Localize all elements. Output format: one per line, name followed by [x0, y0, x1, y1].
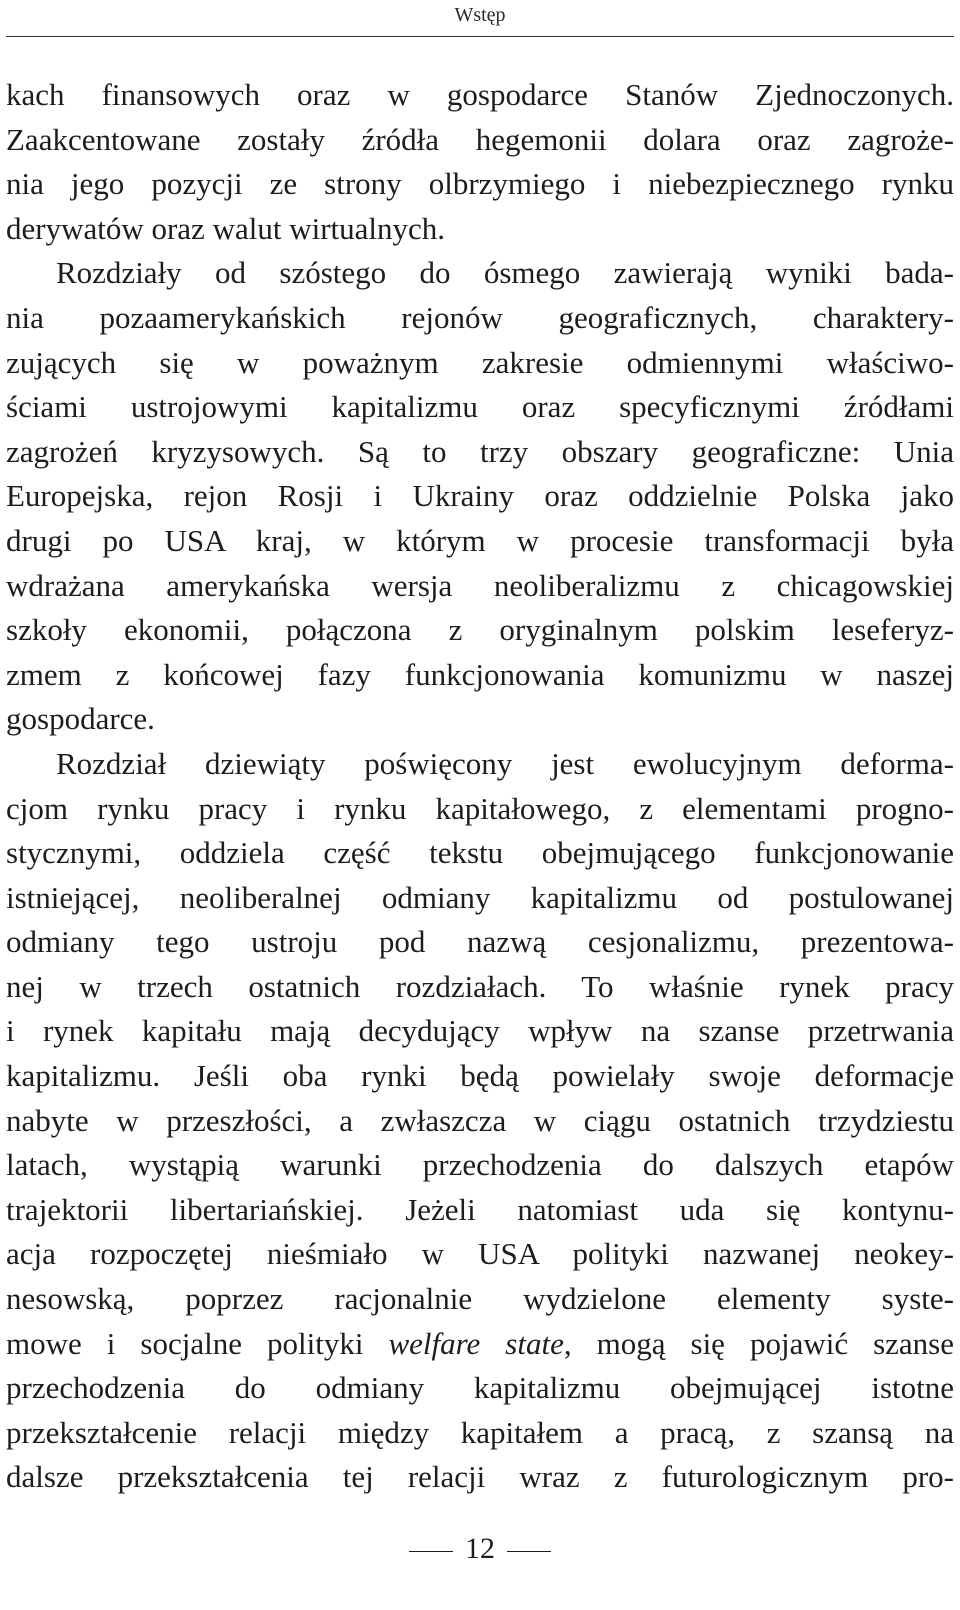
header-rule — [6, 36, 954, 37]
folio-dash-right — [507, 1551, 551, 1552]
text-line: Rozdziały od szóstego do ósmego zawierają wyniki bada- — [56, 255, 954, 291]
text-line: nia jego pozycji ze strony olbrzymiego i niebezpiecznego rynku — [6, 166, 954, 202]
page-number: 12 — [465, 1532, 495, 1565]
text-line: stycznymi, oddziela część tekstu obejmującego funkcjonowanie — [6, 835, 954, 871]
text-line: kapitalizmu. Jeśli oba rynki będą powielały swoje deformacje — [6, 1058, 954, 1094]
text-line: trajektorii libertariańskiej. Jeżeli natomiast uda się kontynu- — [6, 1191, 954, 1227]
text-line: wdrażana amerykańska wersja neoliberalizmu z chicagowskiej — [6, 567, 954, 603]
text-line: drugi po USA kraj, w którym w procesie transformacji była — [6, 522, 954, 558]
text-line: kach finansowych oraz w gospodarce Stanów Zjednoczonych. — [6, 77, 954, 112]
text-line: zagrożeń kryzysowych. Są to trzy obszary geograficzne: Unia — [6, 433, 954, 469]
text-line: cjom rynku pracy i rynku kapitałowego, z elementami progno- — [6, 790, 954, 826]
text-line: zujących się w poważnym zakresie odmiennymi właściwo- — [6, 344, 954, 380]
text-line: nabyte w przeszłości, a zwłaszcza w ciągu ostatnich trzydziestu — [6, 1102, 954, 1138]
text-line: derywatów oraz walut wirtualnych. — [6, 210, 446, 246]
text-line: przekształcenie relacji między kapitałem a pracą, z szansą na — [6, 1414, 954, 1450]
text-line: ściami ustrojowymi kapitalizmu oraz specyficznymi źródłami — [6, 389, 954, 425]
folio-dash-left — [409, 1551, 453, 1552]
page-footer — [0, 1532, 960, 1566]
body-text — [6, 73, 954, 1500]
text-line: nej w trzech ostatnich rozdziałach. To właśnie rynek pracy — [6, 968, 954, 1004]
text-line: zmem z końcowej fazy funkcjonowania komunizmu w naszej — [6, 656, 954, 692]
text-line: latach, wystąpią warunki przechodzenia do dalszych etapów — [6, 1147, 954, 1183]
text-line: Rozdział dziewiąty poświęcony jest ewolucyjnym deforma- — [56, 745, 954, 781]
text-line: odmiany tego ustroju pod nazwą cesjonalizmu, prezentowa- — [6, 924, 954, 960]
text-line: mowe i socjalne polityki welfare state, mogą się pojawić szanse — [6, 1325, 955, 1361]
text-line: Europejska, rejon Rosji i Ukrainy oraz oddzielnie Polska jako — [6, 478, 954, 514]
running-head: Wstęp — [454, 4, 506, 26]
text-line: nia pozaamerykańskich rejonów geograficznych, charaktery- — [6, 299, 954, 335]
italic-term: welfare state — [388, 1325, 564, 1361]
text-line: i rynek kapitału mają decydujący wpływ na szanse przetrwania — [6, 1013, 954, 1049]
text-line: dalsze przekształcenia tej relacji wraz z futurologicznym pro- — [6, 1459, 954, 1495]
text-line: nesowską, poprzez racjonalnie wydzielone elementy syste- — [6, 1281, 954, 1317]
text-line: gospodarce. — [6, 701, 155, 737]
text-line: Zaakcentowane zostały źródła hegemonii dolara oraz zagroże- — [6, 121, 954, 157]
text-line: istniejącej, neoliberalnej odmiany kapitalizmu od postulowanej — [6, 879, 954, 915]
text-line: przechodzenia do odmiany kapitalizmu obejmującej istotne — [6, 1370, 954, 1406]
text-line: acja rozpoczętej nieśmiało w USA polityki nazwanej neokey- — [6, 1236, 954, 1272]
text-line: szkoły ekonomii, połączona z oryginalnym polskim leseferyz- — [6, 612, 954, 648]
